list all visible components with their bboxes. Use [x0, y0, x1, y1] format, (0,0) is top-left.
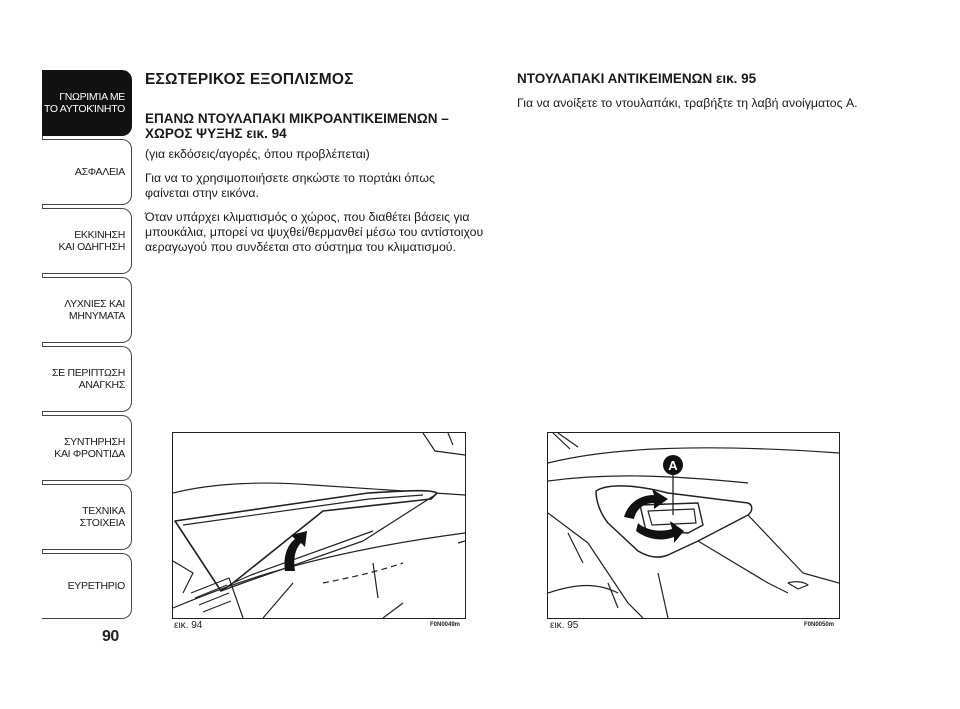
tab-label: ΛΥΧΝΙΕΣ ΚΑΙ ΜΗΝΥΜΑΤΑ [64, 298, 125, 322]
tab-label: ΕΥΡΕΤΗΡΙΟ [67, 580, 125, 592]
glovebox-instructions: Για να ανοίξετε το ντουλαπάκι, τραβήξτε τη λαβή ανοίγματος A. [517, 96, 858, 110]
section-title: ΕΣΩΤΕΡΙΚΟΣ ΕΞΟΠΛΙΣΜΟΣ [145, 71, 354, 88]
tab-label: ΣΥΝΤΗΡΗΣΗ ΚΑΙ ΦΡΟΝΤΙΔΑ [54, 436, 125, 460]
tab-label: ΣΕ ΠΕΡΙΠΤΩΣΗ ΑΝΑΓΚΗΣ [51, 367, 125, 391]
figure-94-caption: εικ. 94 [174, 620, 203, 631]
tab-label: ΕΚΚΙΝΗΣΗ ΚΑΙ ΟΔΗΓΗΣΗ [58, 229, 125, 253]
callout-a-label: A [668, 458, 678, 473]
tab-technical-data[interactable] [42, 484, 132, 550]
glovebox-heading: ΝΤΟΥΛΑΠΑΚΙ ΑΝΤΙΚΕΙΜΕΝΩΝ εικ. 95 [517, 71, 757, 86]
cooling-description: Όταν υπάρχει κλιματισμός ο χώρος, που διαθέτει βάσεις για μπουκάλια, μπορεί να ψυχθεί/θερμανθεί μέσω του αντίστοιχου αεραγωγού που συνδέεται στο σύστημα του κλιματισμού. [145, 210, 484, 254]
tab-label: ΑΣΦΑΛΕΙΑ [74, 166, 125, 178]
tab-getting-to-know[interactable] [42, 70, 132, 136]
figure-95-code: F0N0050m [804, 622, 835, 628]
pull-arrow-icon [624, 489, 684, 543]
upper-glovebox-instructions: Για να το χρησιμοποιήσετε σηκώστε το πορτάκι όπως φαίνεται στην εικόνα. [145, 171, 435, 200]
figure-94-code: F0N0049m [430, 622, 461, 628]
tab-maintenance[interactable] [42, 415, 132, 481]
tab-label: ΓΝΩΡΙΜΊΑ ΜΕ ΤΟ ΑΥΤΟΚΊΝΗΤΟ [43, 91, 125, 115]
figure-94-illustration [172, 432, 466, 619]
tab-emergency[interactable] [42, 346, 132, 412]
figure-95-caption: εικ. 95 [550, 620, 579, 631]
availability-note: (για εκδόσεις/αγορές, όπου προβλέπεται) [145, 147, 370, 161]
tab-label: ΤΕΧΝΙΚΑ ΣΤΟΙΧΕΙΑ [79, 505, 125, 529]
page-number: 90 [102, 628, 119, 645]
tab-warning-lights[interactable] [42, 277, 132, 343]
tab-safety[interactable] [42, 139, 132, 205]
figure-95-illustration [547, 432, 840, 619]
tab-starting-driving[interactable] [42, 208, 132, 274]
upper-glovebox-heading: ΕΠΑΝΩ ΝΤΟΥΛΑΠΑΚΙ ΜΙΚΡΟΑΝΤΙΚΕΙΜΕΝΩΝ – ΧΩΡΟΣ ΨΥΞΗΣ εικ. 94 [145, 111, 449, 141]
tab-index[interactable] [42, 553, 132, 619]
